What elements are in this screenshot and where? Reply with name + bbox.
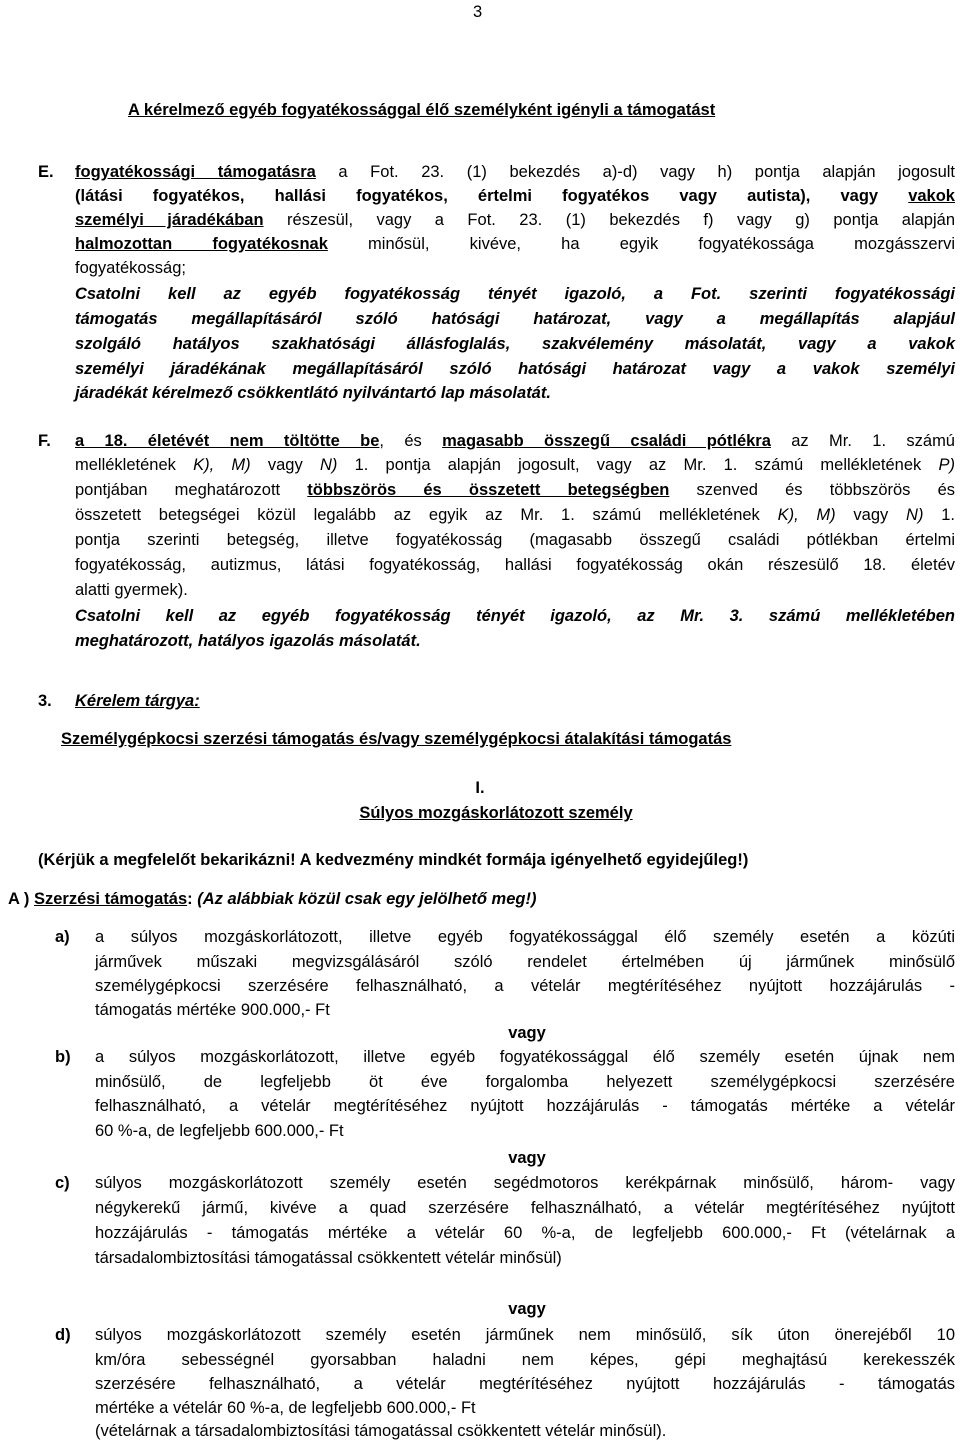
section-e-line-5: fogyatékosság; — [75, 259, 186, 277]
item-b-line-3: felhasználható, a vételár megtérítéséhez nyújtott hozzájárulás - támogatás mértéke a vételár — [95, 1097, 955, 1115]
section-f-attach-2: meghatározott, hatályos igazolás másolatát. — [75, 632, 421, 650]
section-f-line-2: mellékletének K), M) vagy N) 1. pontja alapján jogosult, vagy az Mr. 1. számú mellékletének P) — [75, 456, 955, 474]
item-c-line-4: társadalombiztosítási támogatással csökkentett vételár minősül) — [95, 1249, 562, 1267]
section-3-number: 3. — [38, 692, 52, 710]
item-c-label: c) — [55, 1174, 70, 1192]
or-separator: vagy — [508, 1024, 546, 1042]
item-d-line-3: szerzésére felhasználható, a vételár megtérítéséhez nyújtott hozzájárulás - támogatás — [95, 1375, 955, 1393]
section-f-line-4: összetett betegségei közül legalább az egyik az Mr. 1. számú mellékletének K), M) vagy N) 1. — [75, 506, 955, 524]
section-e-attach-2: támogatás megállapításáról szóló hatósági határozat, vagy a megállapítás alapjául — [75, 310, 955, 328]
section-f-line-7: alatti gyermek). — [75, 581, 188, 599]
page-number: 3 — [473, 3, 483, 21]
page-title: A kérelmező egyéb fogyatékossággal élő személyként igényli a támogatást — [128, 101, 716, 119]
item-d-line-2: km/óra sebességnél gyorsabban haladni nem képes, gépi meghajtású kerekesszék — [95, 1351, 955, 1369]
option-a-header: A ) Szerzési támogatás: (Az alábbiak közül csak egy jelölhető meg!) — [8, 890, 537, 908]
section-e-line-4: halmozottan fogyatékosnak minősül, kivéve, ha egyik fogyatékossága mozgásszervi — [75, 235, 955, 253]
section-f-line-3: pontjában meghatározott többszörös és összetett betegségben szenved és többszörös és — [75, 481, 956, 499]
section-e-line-2: (látási fogyatékos, hallási fogyatékos, értelmi fogyatékos vagy autista), vagy vakok — [75, 187, 955, 205]
item-a-line-4: támogatás mértéke 900.000,- Ft — [95, 1001, 330, 1019]
section-f-attach-1: Csatolni kell az egyéb fogyatékosság tényét igazoló, az Mr. 3. számú mellékletében — [75, 607, 955, 625]
item-c-line-3: hozzájárulás - támogatás mértéke a vételár 60 %-a, de legfeljebb 600.000,- Ft (vételárnak a — [95, 1224, 955, 1242]
or-separator: vagy — [508, 1149, 546, 1167]
section-f-line-6: fogyatékosság, autizmus, látási fogyatékosság, hallási fogyatékosság okán részesülő 18. életév — [75, 556, 955, 574]
request-subject: Személygépkocsi szerzési támogatás és/vagy személygépkocsi átalakítási támogatás — [61, 730, 732, 748]
section-f-line-5: pontja szerinti betegség, illetve fogyatékosság (magasabb összegű családi pótlékban értelmi — [75, 531, 955, 549]
item-a-line-2: járművek műszaki megvizsgálásáról szóló rendelet értelmében új járműnek minősülő — [95, 953, 955, 971]
item-b-line-1: a súlyos mozgáskorlátozott, illetve egyéb fogyatékossággal élő személy esetén újnak nem — [95, 1048, 955, 1066]
section-f-line-1: a 18. életévét nem töltötte be, és magasabb összegű családi pótlékra az Mr. 1. számú — [75, 432, 955, 450]
item-a-line-3: személygépkocsi szerzésére felhasználható, a vételár megtérítéséhez nyújtott hozzájárulás - — [95, 977, 955, 995]
section-e-line-3: személyi járadékában részesül, vagy a Fot. 23. (1) bekezdés f) vagy g) pontja alapján — [75, 211, 956, 229]
section-e-attach-5: járadékát kérelmező csökkentlátó nyilvántartó lap másolatát. — [75, 384, 551, 402]
section-e-label: E. — [38, 163, 54, 181]
section-e-line-1: fogyatékossági támogatásra a Fot. 23. (1) bekezdés a)-d) vagy h) pontja alapján jogosult — [75, 163, 955, 181]
item-d-line-4: mértéke a vételár 60 %-a, de legfeljebb 600.000,- Ft — [95, 1399, 476, 1417]
item-a-label: a) — [55, 928, 70, 946]
item-a-line-1: a súlyos mozgáskorlátozott, illetve egyéb fogyatékossággal élő személy esetén a közúti — [95, 928, 955, 946]
section-e-attach-3: szolgáló hatályos szakhatósági állásfoglalás, szakvélemény másolatát, vagy a vakok — [75, 335, 955, 353]
section-3-label: Kérelem tárgya: — [75, 692, 200, 710]
instruction-text: (Kérjük a megfelelőt bekarikázni! A kedvezmény mindkét formája igényelhető egyidejűleg!) — [38, 851, 749, 869]
section-f-label: F. — [38, 432, 51, 450]
item-d-line-5: (vételárnak a társadalombiztosítási támogatással csökkentett vételár minősül). — [95, 1422, 667, 1440]
roman-numeral: I. — [475, 779, 485, 797]
section-e-attach-1: Csatolni kell az egyéb fogyatékosság tényét igazoló, a Fot. szerinti fogyatékossági — [75, 285, 955, 303]
item-d-label: d) — [55, 1326, 71, 1344]
or-separator: vagy — [508, 1300, 546, 1318]
item-c-line-2: négykerekű jármű, kivéve a quad szerzésére felhasználható, a vételár megtérítéséhez nyújtott — [95, 1199, 955, 1217]
item-b-label: b) — [55, 1048, 71, 1066]
item-b-line-2: minősülő, de legfeljebb öt éve forgalomba helyezett személygépkocsi szerzésére — [95, 1073, 955, 1091]
item-b-line-4: 60 %-a, de legfeljebb 600.000,- Ft — [95, 1122, 344, 1140]
category-title: Súlyos mozgáskorlátozott személy — [359, 804, 633, 822]
item-d-line-1: súlyos mozgáskorlátozott személy esetén járműnek nem minősülő, sík úton önerejéből 10 — [95, 1326, 955, 1344]
section-e-attach-4: személyi járadékának megállapításáról szóló hatósági határozat vagy a vakok személyi — [75, 360, 955, 378]
item-c-line-1: súlyos mozgáskorlátozott személy esetén segédmotoros kerékpárnak minősülő, három- vagy — [95, 1174, 955, 1192]
